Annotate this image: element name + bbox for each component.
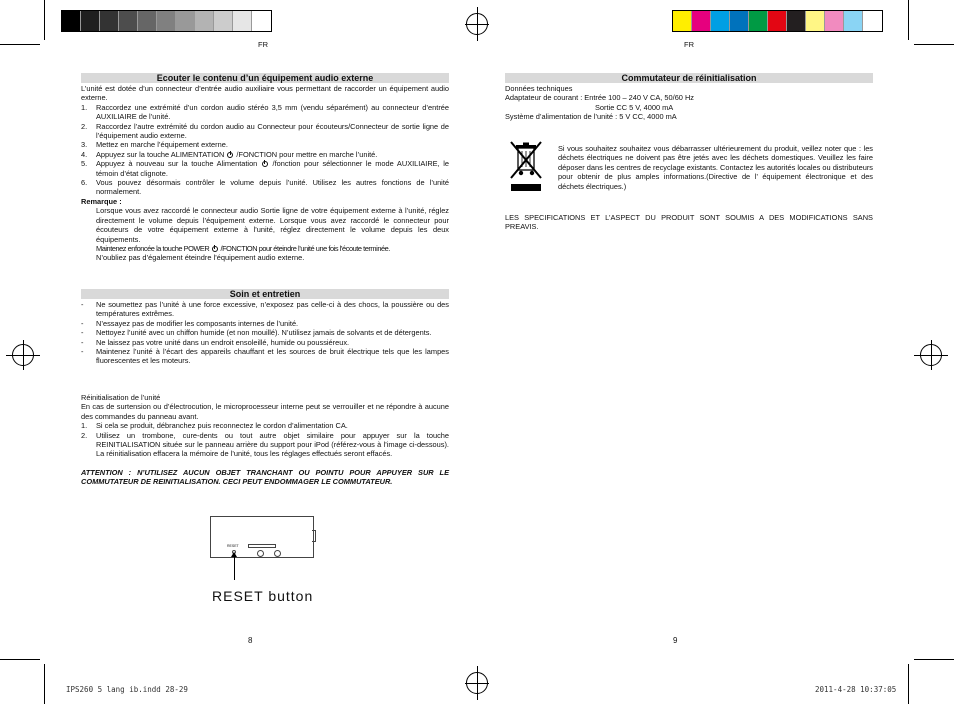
crop-mark [908, 0, 909, 40]
registration-mark-icon [6, 340, 40, 370]
color-swatch-bar [672, 10, 883, 32]
color-swatch [214, 11, 233, 31]
remark-text: Lorsque vous avez raccordé le connecteur audio Sortie ligne de votre équipement externe à l’unité, réglez directement le volume depuis l’équipement externe. Lorsque vous avez raccordé le connecteur pour écouteurs de votre équipement externe à l’unité, réglez directement le volume depuis les deux équipements. [96, 206, 449, 244]
registration-mark-icon [914, 340, 948, 370]
color-swatch [806, 11, 825, 31]
registration-mark-icon [465, 7, 489, 41]
color-swatch [825, 11, 844, 31]
tech-label: Données techniques [505, 84, 573, 93]
color-swatch [673, 11, 692, 31]
crop-mark [914, 44, 954, 45]
language-label: FR [684, 40, 694, 49]
care-list [81, 300, 449, 366]
power-icon [212, 246, 218, 252]
audio-step: 2. Raccordez l’autre extrémité du cordon audio au Connecteur pour écouteurs/Connecteur de sortie ligne de l’équipement audio externe. [81, 121, 449, 141]
remark-label: Remarque : [81, 196, 122, 206]
attention-warning: ATTENTION : N’UTILISEZ AUCUN OBJET TRANCHANT OU POINTU POUR APPUYER SUR LE COMMUTATEUR DE REINITIALISATION. CECI PEUT ENDOMMAGER LE COMMUTATEUR. [81, 467, 449, 487]
adapter-line-2: Sortie CC 5 V, 4000 mA [595, 102, 674, 112]
section-header-audio: Ecouter le contenu d’un équipement audio externe [81, 73, 449, 83]
weee-notice: Si vous souhaitez souhaitez vous débarrasser ultérieurement du produit, veillez noter que : les déchets électriques ne doivent pas être jetés avec les déchets domestiques. Veuillez les faire déposer dans les centres de recyclage existants. Contactez les autorités locales ou distributeurs pour obtenir de plus amples informations.(Directive de l’ équipement électronique et des déchets électriques.) [558, 144, 873, 191]
audio-steps [81, 103, 449, 150]
reset-steps [81, 421, 449, 459]
care-item: - Ne soumettez pas l’unité à une force excessive, n’exposez pas celle-ci à des chocs, la poussière ou des températures extrêmes. [81, 300, 449, 319]
remark-power: Maintenez enfoncée la touche POWER /FONCTION pour éteindre l’unité une fois l’écoute terminée. [96, 243, 390, 253]
panel-edge [312, 530, 316, 542]
crop-mark [914, 659, 954, 660]
tech-data [505, 84, 873, 122]
crop-mark [908, 664, 909, 704]
audio-step-6: 6. Vous pouvez désormais contrôler le volume depuis l’unité. Utilisez les autres fonctions de l’unité normalement. [81, 178, 449, 197]
color-swatch [749, 11, 768, 31]
language-label: FR [258, 40, 268, 49]
registration-mark-icon [465, 666, 489, 700]
color-swatch [176, 11, 195, 31]
color-swatch [730, 11, 749, 31]
reset-button-diagram [210, 516, 320, 566]
color-swatch [62, 11, 81, 31]
crop-mark [0, 44, 40, 45]
color-swatch [233, 11, 252, 31]
audio-step-4: 4. Appuyez sur la touche ALIMENTATION /FONCTION pour mettre en marche l’unité. [81, 149, 378, 159]
specs-notice: LES SPECIFICATIONS ET L’ASPECT DU PRODUIT SONT SOUMIS A DES MODIFICATIONS SANS PREAVIS. [505, 213, 873, 232]
power-icon [227, 152, 233, 158]
color-swatch [157, 11, 176, 31]
gray-swatch-bar [61, 10, 272, 32]
section-header-reset-switch: Commutateur de réinitialisation [505, 73, 873, 83]
page-number-right: 9 [673, 636, 678, 645]
reset-button-caption: RESET button [212, 588, 314, 604]
page-number-left: 8 [248, 636, 253, 645]
color-swatch [863, 11, 882, 31]
audio-step: 1. Raccordez une extrémité d’un cordon audio stéréo 3,5 mm (vendu séparément) au connecteur d’entrée AUXILIAIRE de l’unité. [81, 102, 449, 122]
system-line: Système d’alimentation de l’unité : 5 V CC, 4000 mA [505, 112, 677, 122]
crop-mark [44, 0, 45, 40]
reset-section [81, 393, 449, 487]
crop-mark [44, 664, 45, 704]
color-swatch [692, 11, 711, 31]
care-item: - Maintenez l’unité à l’écart des appareils chauffant et les sources de bruit électrique tels que les lampes fluorescentes et les moteurs. [81, 347, 449, 366]
jack-right [274, 550, 281, 557]
audio-step: 3. Mettez en marche l’équipement externe. [81, 140, 228, 150]
color-swatch [787, 11, 806, 31]
color-swatch [100, 11, 119, 31]
file-slug: IPS260 5 lang ib.indd 28-29 [66, 685, 188, 694]
color-swatch [768, 11, 787, 31]
color-swatch [711, 11, 730, 31]
care-item: - Nettoyez l’unité avec un chiffon humide (et non mouillé). N’utilisez jamais de solvants et de détergents. [81, 328, 432, 338]
left-column [81, 84, 449, 263]
power-icon [262, 161, 268, 167]
aux-slot [248, 544, 276, 548]
color-swatch [195, 11, 214, 31]
audio-step-5: 5. Appuyez à nouveau sur la touche Alimentation /fonction pour sélectionner le mode AUXILIAIRE, le témoin d’état clignote. [81, 159, 449, 178]
color-swatch [119, 11, 138, 31]
audio-intro: L’unité est dotée d’un connecteur d’entrée audio auxiliaire vous permettant de raccorder un équipement audio externe. [81, 84, 449, 103]
crop-mark [0, 659, 40, 660]
date-slug: 2011-4-28 10:37:05 [815, 685, 897, 694]
color-swatch [81, 11, 100, 31]
care-item: - N’essayez pas de modifier les composants internes de l’unité. [81, 318, 299, 328]
care-item: - Ne laissez pas votre unité dans un endroit ensoleillé, humide ou poussiéreux. [81, 337, 350, 347]
reset-step: 2. Utilisez un trombone, cure-dents ou tout autre objet similaire pour appuyer sur la touche REINITIALISATION située sur le panneau arrière du support pour iPod (référez-vous à l’image ci-dessous). La réinitialisation effacera la mémoire de l’unité, tous les réglages effectués seront effacés. [81, 430, 449, 459]
color-swatch [138, 11, 157, 31]
reset-small-label: RESET [227, 544, 239, 548]
adapter-line-1: Adaptateur de courant : Entrée 100 – 240 V CA, 50/60 Hz [505, 93, 694, 103]
color-swatch [844, 11, 863, 31]
reset-intro: En cas de surtension ou d’électrocution, le microprocesseur interne peut se verrouiller et ne répondre à aucune des commandes du panneau avant. [81, 402, 449, 421]
section-header-care: Soin et entretien [81, 289, 449, 299]
reset-step: 1. Si cela se produit, débranchez puis reconnectez le cordon d’alimentation CA. [81, 421, 348, 431]
reset-pointer-arrow [231, 552, 237, 557]
remark-end: N’oubliez pas d’également éteindre l’équipement audio externe. [96, 253, 305, 263]
crossed-bin-icon [508, 140, 544, 194]
reset-title: Réinitialisation de l’unité [81, 393, 161, 402]
jack-left [257, 550, 264, 557]
color-swatch [252, 11, 271, 31]
reset-pointer-line [234, 555, 235, 580]
